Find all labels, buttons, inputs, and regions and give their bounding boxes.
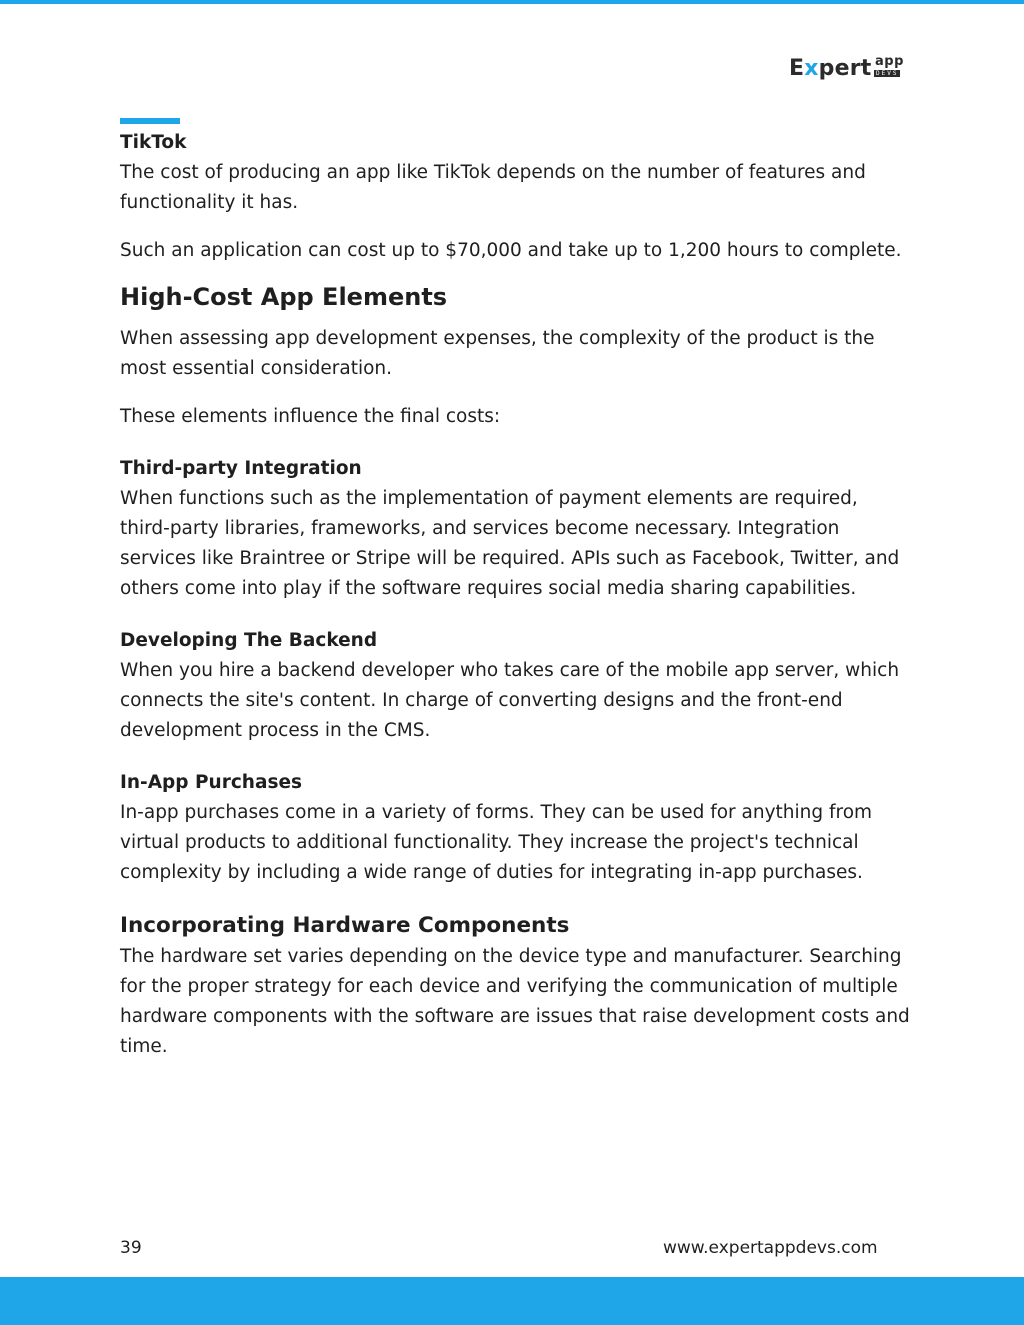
logo-letter-e: E bbox=[789, 56, 805, 81]
bottom-accent-band bbox=[0, 1277, 1024, 1325]
tiktok-paragraph-1: The cost of producing an app like TikTok depends on the number of features and functionality it has. bbox=[120, 162, 866, 213]
logo-devs-text: DEVS bbox=[876, 70, 899, 77]
high-cost-paragraph-1: When assessing app development expenses, the complexity of the product is the most essential consideration. bbox=[120, 328, 875, 379]
logo-letters-pert: pert bbox=[818, 56, 872, 81]
footer-website-link[interactable]: www.expertappdevs.com bbox=[663, 1238, 878, 1258]
section-accent-bar bbox=[120, 118, 180, 124]
high-cost-paragraph-2: These elements influence the final costs: bbox=[120, 406, 501, 427]
logo-wordmark bbox=[789, 56, 871, 81]
high-cost-heading: High-Cost App Elements bbox=[120, 283, 448, 311]
backend-paragraph: When you hire a backend developer who takes care of the mobile app server, which connects the site's content. In charge of converting designs and the front-end development process in the CMS. bbox=[120, 660, 900, 741]
tiktok-heading: TikTok bbox=[120, 132, 187, 153]
expertappdevs-logo bbox=[789, 54, 909, 86]
backend-heading: Developing The Backend bbox=[120, 630, 378, 651]
in-app-paragraph: In-app purchases come in a variety of forms. They can be used for anything from virtual products to additional functionality. They increase the project's technical complexity by including a wide range of duties for integrating in-app purchases. bbox=[120, 802, 873, 883]
top-accent-rule bbox=[0, 0, 1024, 4]
in-app-heading: In-App Purchases bbox=[120, 772, 303, 793]
hardware-paragraph: The hardware set varies depending on the device type and manufacturer. Searching for the proper strategy for each device and verifying the communication of multiple hardware components with the software are issues that raise development costs and time. bbox=[120, 946, 910, 1057]
third-party-heading: Third-party Integration bbox=[120, 458, 362, 479]
logo-letter-x: x bbox=[804, 56, 819, 81]
logo-app-text: app bbox=[875, 54, 904, 69]
tiktok-paragraph-2: Such an application can cost up to $70,000 and take up to 1,200 hours to complete. bbox=[120, 240, 902, 261]
third-party-paragraph: When functions such as the implementation of payment elements are required, third-party libraries, frameworks, and services become necessary. Integration services like Braintree or Stripe will be required. APIs such as Facebook, Twitter, and others come into play if the software requires social media sharing capabilities. bbox=[120, 488, 900, 599]
hardware-heading: Incorporating Hardware Components bbox=[120, 913, 570, 938]
page-number: 39 bbox=[120, 1238, 142, 1258]
page-content bbox=[120, 128, 910, 1062]
